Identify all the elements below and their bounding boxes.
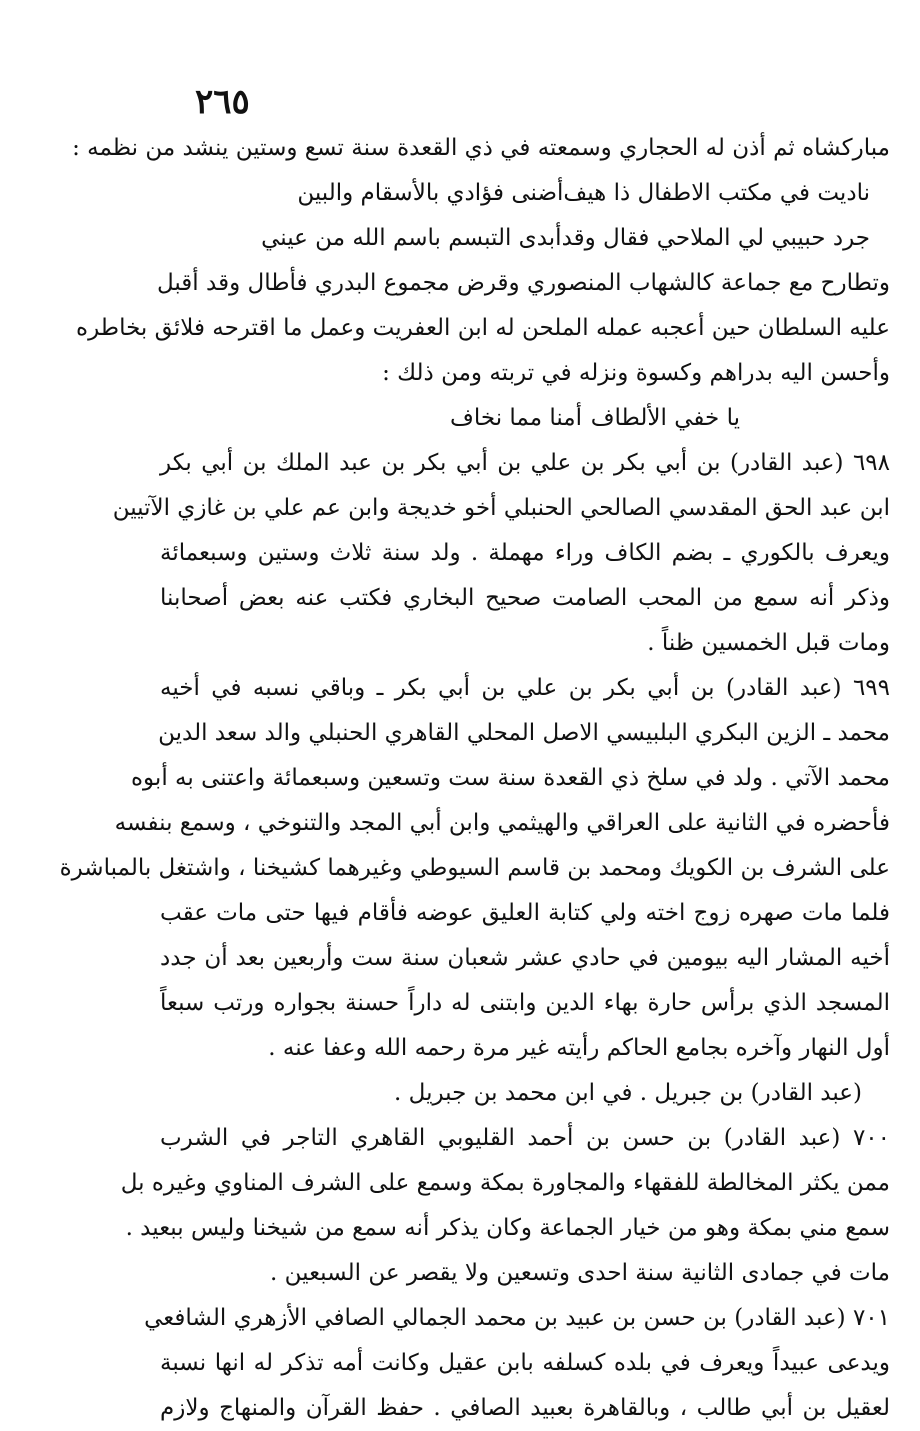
verse-line xyxy=(160,216,890,261)
text-line: فأحضره في الثانية على العراقي والهيثمي وابن أبي المجد والتنوخي ، وسمع بنفسه xyxy=(114,810,890,836)
text-line: ويدعى عبيداً ويعرف في بلده كسلفه بابن عقيل وكانت أمه تذكر له انها نسبة xyxy=(160,1350,890,1376)
text-line: وذكر أنه سمع من المحب الصامت صحيح البخاري فكتب عنه بعض أصحابنا xyxy=(160,585,890,611)
entry-700-start: ٧٠٠ (عبد القادر) بن حسن بن أحمد القليوبي القاهري التاجر في الشرب xyxy=(160,1125,890,1151)
verse-hemistich: يا خفي الألطاف xyxy=(590,405,740,431)
page-number: ٢٦٥ xyxy=(195,82,250,122)
verse-hemistich: ناديت في مكتب الاطفال ذا هيف xyxy=(563,180,870,206)
text-line: أول النهار وآخره بجامع الحاكم رأيته غير مرة رحمه الله وعفا عنه . xyxy=(268,1035,890,1061)
text-line: ومات قبل الخمسين ظناً . xyxy=(647,630,890,656)
verse-hemistich: أمنا مما نخاف xyxy=(450,405,583,431)
text-line: سمع مني بمكة وهو من خيار الجماعة وكان يذكر أنه سمع من شيخنا وليس ببعيد . xyxy=(125,1215,890,1241)
text-line: ممن يكثر المخالطة للفقهاء والمجاورة بمكة وسمع على الشرف المناوي وغيره بل xyxy=(120,1170,890,1196)
body-text xyxy=(59,126,890,1431)
text-line: المسجد الذي برأس حارة بهاء الدين وابتنى له داراً حسنة بجواره ورتب سبعاً xyxy=(160,990,890,1016)
text-line: ويعرف بالكوري ـ بضم الكاف وراء مهملة . ولد سنة ثلاث وستين وسبعمائة xyxy=(160,540,890,566)
text-line: أخيه المشار اليه بيومين في حادي عشر شعبان سنة ست وأربعين بعد أن جدد xyxy=(160,945,890,971)
verse-hemistich: جرد حبيبي لي الملاحي فقال وقد xyxy=(561,225,870,251)
text-line: مباركشاه ثم أذن له الحجاري وسمعته في ذي القعدة سنة تسع وستين ينشد من نظمه : xyxy=(72,135,890,161)
text-line: فلما مات صهره زوج اخته ولي كتابة العليق عوضه فأقام فيها حتى مات عقب xyxy=(160,900,890,926)
text-line: وتطارح مع جماعة كالشهاب المنصوري وقرض مجموع البدري فأطال وقد أقبل xyxy=(156,270,890,296)
verse-hemistich: أبدى التبسم باسم الله من عيني xyxy=(261,225,562,251)
entry-698-start: ٦٩٨ (عبد القادر) بن أبي بكر بن علي بن أبي بكر بن عبد الملك بن أبي بكر xyxy=(160,450,890,476)
cross-reference-entry: (عبد القادر) بن جبريل . في ابن محمد بن جبريل . xyxy=(394,1080,862,1106)
verse-hemistich: أضنى فؤادي بالأسقام والبين xyxy=(297,180,564,206)
text-line: محمد الآتي . ولد في سلخ ذي القعدة سنة ست وتسعين وسبعمائة واعتنى به أبوه xyxy=(130,765,890,791)
text-line: مات في جمادى الثانية سنة احدى وتسعين ولا يقصر عن السبعين . xyxy=(270,1260,890,1286)
text-line: ابن عبد الحق المقدسي الصالحي الحنبلي أخو خديجة وابن عم علي بن غازي الآتيين xyxy=(112,495,890,521)
text-line: لعقيل بن أبي طالب ، وبالقاهرة بعبيد الصافي . حفظ القرآن والمنهاج ولازم xyxy=(160,1395,890,1421)
verse-line xyxy=(160,171,890,216)
verse-line xyxy=(160,396,890,441)
text-line: عليه السلطان حين أعجبه عمله الملحن له ابن العفريت وعمل ما اقترحه فلائق بخاطره xyxy=(76,315,890,341)
entry-699-start: ٦٩٩ (عبد القادر) بن أبي بكر بن علي بن أبي بكر ـ وباقي نسبه في أخيه xyxy=(160,675,890,701)
text-line: وأحسن اليه بدراهم وكسوة ونزله في تربته ومن ذلك : xyxy=(382,360,890,386)
entry-701-start: ٧٠١ (عبد القادر) بن حسن بن عبيد بن محمد الجمالي الصافي الأزهري الشافعي xyxy=(144,1305,890,1331)
text-line: على الشرف بن الكويك ومحمد بن قاسم السيوطي وغيرهما كشيخنا ، واشتغل بالمباشرة xyxy=(59,855,890,881)
text-line: محمد ـ الزين البكري البلبيسي الاصل المحلي القاهري الحنبلي والد سعد الدين xyxy=(158,720,890,746)
